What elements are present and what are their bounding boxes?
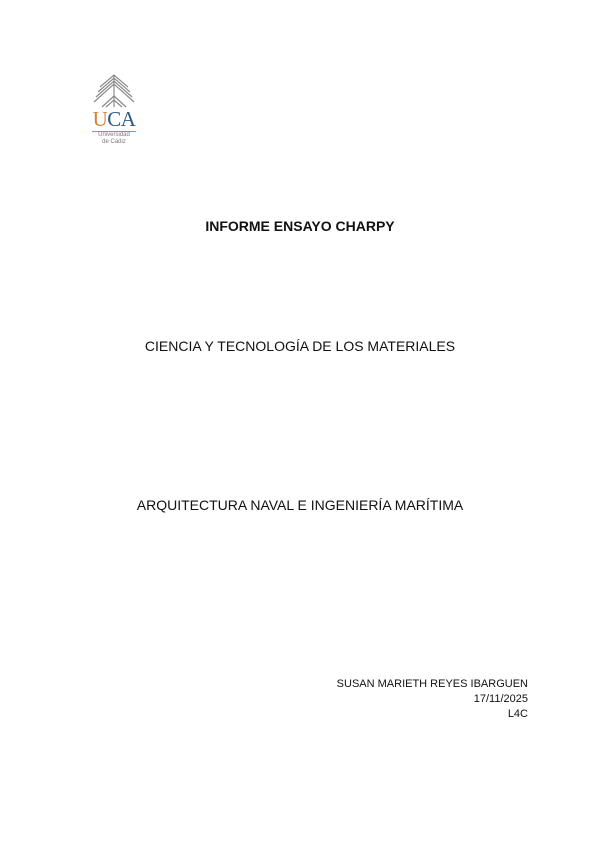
submission-date: 17/11/2025: [473, 693, 528, 705]
logo-wordmark: UCA: [92, 107, 136, 131]
university-logo: [84, 74, 144, 150]
author-name: SUSAN MARIETH REYES IBARGUEN: [336, 678, 528, 690]
author-info-block: [337, 677, 528, 722]
group-code: L4C: [507, 708, 528, 720]
degree-name: ARQUITECTURA NAVAL E INGENIERÍA MARÍTIMA: [136, 497, 464, 513]
emblem-icon: [84, 74, 144, 110]
document-title: INFORME ENSAYO CHARPY: [205, 218, 395, 234]
subject-name: CIENCIA Y TECNOLOGÍA DE LOS MATERIALES: [144, 338, 456, 354]
logo-subtitle: Universidad de Cádiz: [98, 132, 130, 145]
